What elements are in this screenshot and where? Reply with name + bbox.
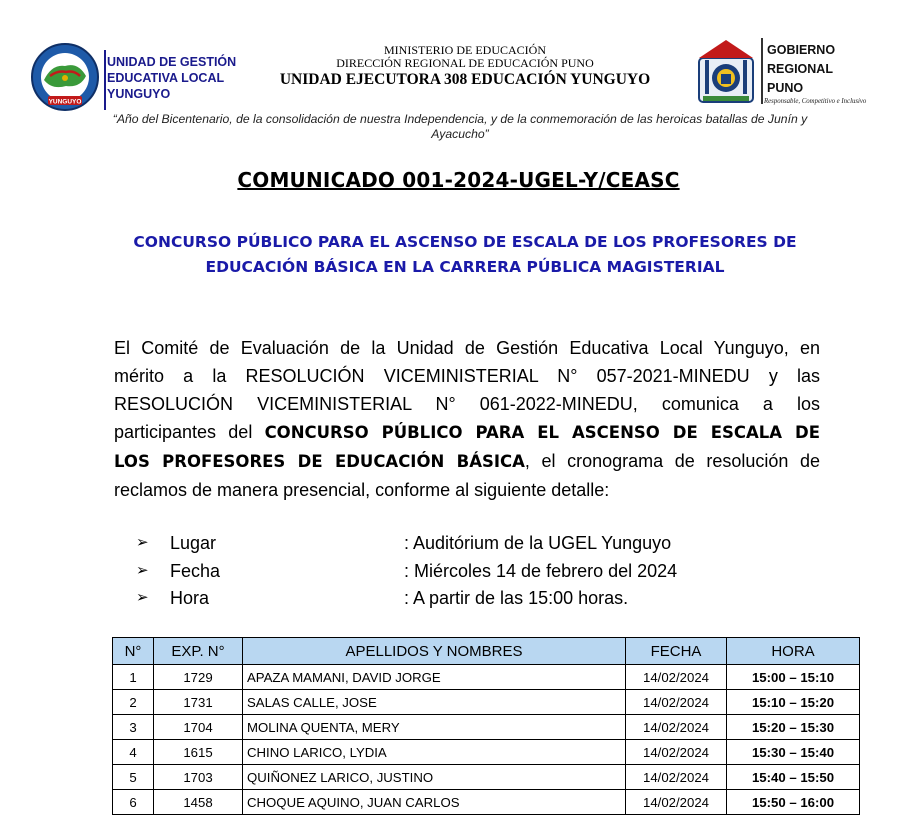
body-text-segment: participantes del: [114, 422, 265, 442]
arrow-bullet-icon: ➢: [136, 561, 149, 579]
cell-name: [243, 740, 626, 765]
cell-name: [243, 690, 626, 715]
cell-fecha: 14/02/2024: [626, 665, 727, 690]
column-header: APELLIDOS Y NOMBRES: [243, 638, 626, 665]
gobierno-regional-logo: [695, 36, 757, 110]
cell-number: 2: [113, 690, 154, 715]
ministry-line: MINISTERIO DE EDUCACIÓN: [384, 43, 546, 57]
cell-fecha: 14/02/2024: [626, 765, 727, 790]
comunicado-title: COMUNICADO 001-2024-UGEL-Y/CEASC: [237, 168, 680, 192]
schedule-table: [112, 637, 860, 815]
body-bold-segment: LOS PROFESORES DE EDUCACIÓN BÁSICA: [114, 452, 525, 471]
cell-number: 3: [113, 715, 154, 740]
arrow-bullet-icon: ➢: [136, 534, 149, 551]
cell-name: [243, 765, 626, 790]
table-row: [113, 665, 860, 690]
body-line: RESOLUCIÓN VICEMINISTERIAL N° 061-2022-MINEDU, comunica a los: [114, 394, 820, 414]
svg-text:YUNGUYO: YUNGUYO: [48, 98, 82, 106]
cell-hora: 15:50 – 16:00: [727, 790, 860, 815]
detail-label: Hora: [170, 588, 210, 608]
body-line: reclamos de manera presencial, conforme al siguiente detalle:: [114, 480, 610, 500]
body-line: mérito a la RESOLUCIÓN VICEMINISTERIAL N° 057-2021-MINEDU y las: [114, 366, 820, 386]
gobierno-divider: [761, 38, 763, 104]
table-header-row: [113, 638, 860, 665]
cell-name-text: APAZA MAMANI, DAVID JORGE: [247, 669, 441, 685]
cell-number: 4: [113, 740, 154, 765]
cell-exp: 1615: [154, 740, 243, 765]
cell-exp: 1704: [154, 715, 243, 740]
ugel-name: [107, 54, 236, 102]
body-line: [114, 418, 820, 447]
table-row: [113, 690, 860, 715]
cell-hora: 15:20 – 15:30: [727, 715, 860, 740]
column-header: EXP. N°: [154, 638, 243, 665]
cell-hora: 15:00 – 15:10: [727, 665, 860, 690]
column-header: N°: [113, 638, 154, 665]
table-row: [113, 740, 860, 765]
cell-name-text: SALAS CALLE, JOSE: [247, 694, 377, 710]
arrow-bullet-icon: ➢: [136, 589, 149, 606]
concurso-title: CONCURSO PÚBLICO PARA EL ASCENSO DE ESCALA DE LOS PROFESORES DE EDUCACIÓN BÁSICA EN LA CARRERA PÚBLICA MAGISTERIAL: [133, 233, 797, 276]
body-line: El Comité de Evaluación de la Unidad de Gestión Educativa Local Yunguyo, en: [114, 338, 820, 358]
cell-exp: 1731: [154, 690, 243, 715]
cell-name-text: QUIÑONEZ LARICO, JUSTINO: [247, 769, 434, 785]
ugel-name-line: EDUCATIVA LOCAL: [107, 71, 225, 85]
cell-number: 6: [113, 790, 154, 815]
cell-name-text: CHINO LARICO, LYDIA: [247, 744, 387, 760]
detail-label: Fecha: [170, 560, 221, 581]
cell-hora: 15:40 – 15:50: [727, 765, 860, 790]
cell-fecha: 14/02/2024: [626, 740, 727, 765]
year-quote: “Año del Bicentenario, de la consolidación de nuestra Independencia, y de la conmemoración de las heroicas batallas de Junín y Ayacucho”: [112, 112, 808, 141]
cell-name: [243, 665, 626, 690]
cell-exp: 1703: [154, 765, 243, 790]
ugel-divider: [104, 50, 106, 110]
ministry-header: [230, 44, 700, 90]
cell-hora: 15:10 – 15:20: [727, 690, 860, 715]
gobierno-name: [767, 41, 835, 98]
ministry-line-main: UNIDAD EJECUTORA 308 EDUCACIÓN YUNGUYO: [279, 71, 651, 88]
ugel-name-line: UNIDAD DE GESTIÓN: [107, 55, 237, 69]
gobierno-name-line: PUNO: [767, 81, 804, 95]
cell-fecha: 14/02/2024: [626, 690, 727, 715]
detail-value: : A partir de las 15:00 horas.: [404, 588, 629, 608]
cell-name-text: MOLINA QUENTA, MERY: [247, 719, 400, 735]
cell-name-text: CHOQUE AQUINO, JUAN CARLOS: [247, 794, 460, 810]
table-row: [113, 765, 860, 790]
ugel-logo: [30, 42, 100, 112]
table-row: [113, 790, 860, 815]
cell-exp: 1729: [154, 665, 243, 690]
gobierno-name-line: GOBIERNO: [767, 43, 836, 57]
cell-exp: 1458: [154, 790, 243, 815]
cell-fecha: 14/02/2024: [626, 715, 727, 740]
column-header: HORA: [727, 638, 860, 665]
detail-value: : Miércoles 14 de febrero del 2024: [404, 560, 678, 581]
ministry-line: DIRECCIÓN REGIONAL DE EDUCACIÓN PUNO: [336, 56, 594, 70]
body-bold-segment: CONCURSO PÚBLICO PARA EL ASCENSO DE ESCALA DE: [264, 423, 820, 442]
detail-value: : Auditórium de la UGEL Yunguyo: [404, 533, 672, 553]
detail-label: Lugar: [170, 533, 217, 553]
cell-fecha: 14/02/2024: [626, 790, 727, 815]
cell-name: [243, 790, 626, 815]
gobierno-slogan: Responsable, Competitivo e Inclusivo: [764, 98, 867, 105]
ugel-name-line: YUNGUYO: [107, 87, 171, 101]
table-row: [113, 715, 860, 740]
cell-number: 5: [113, 765, 154, 790]
gobierno-name-line: REGIONAL: [767, 62, 833, 76]
column-header: FECHA: [626, 638, 727, 665]
body-text-segment: , el cronograma de resolución de: [524, 451, 820, 471]
body-paragraph: [114, 334, 820, 504]
cell-hora: 15:30 – 15:40: [727, 740, 860, 765]
body-line: [114, 447, 820, 476]
cell-name: [243, 715, 626, 740]
cell-number: 1: [113, 665, 154, 690]
